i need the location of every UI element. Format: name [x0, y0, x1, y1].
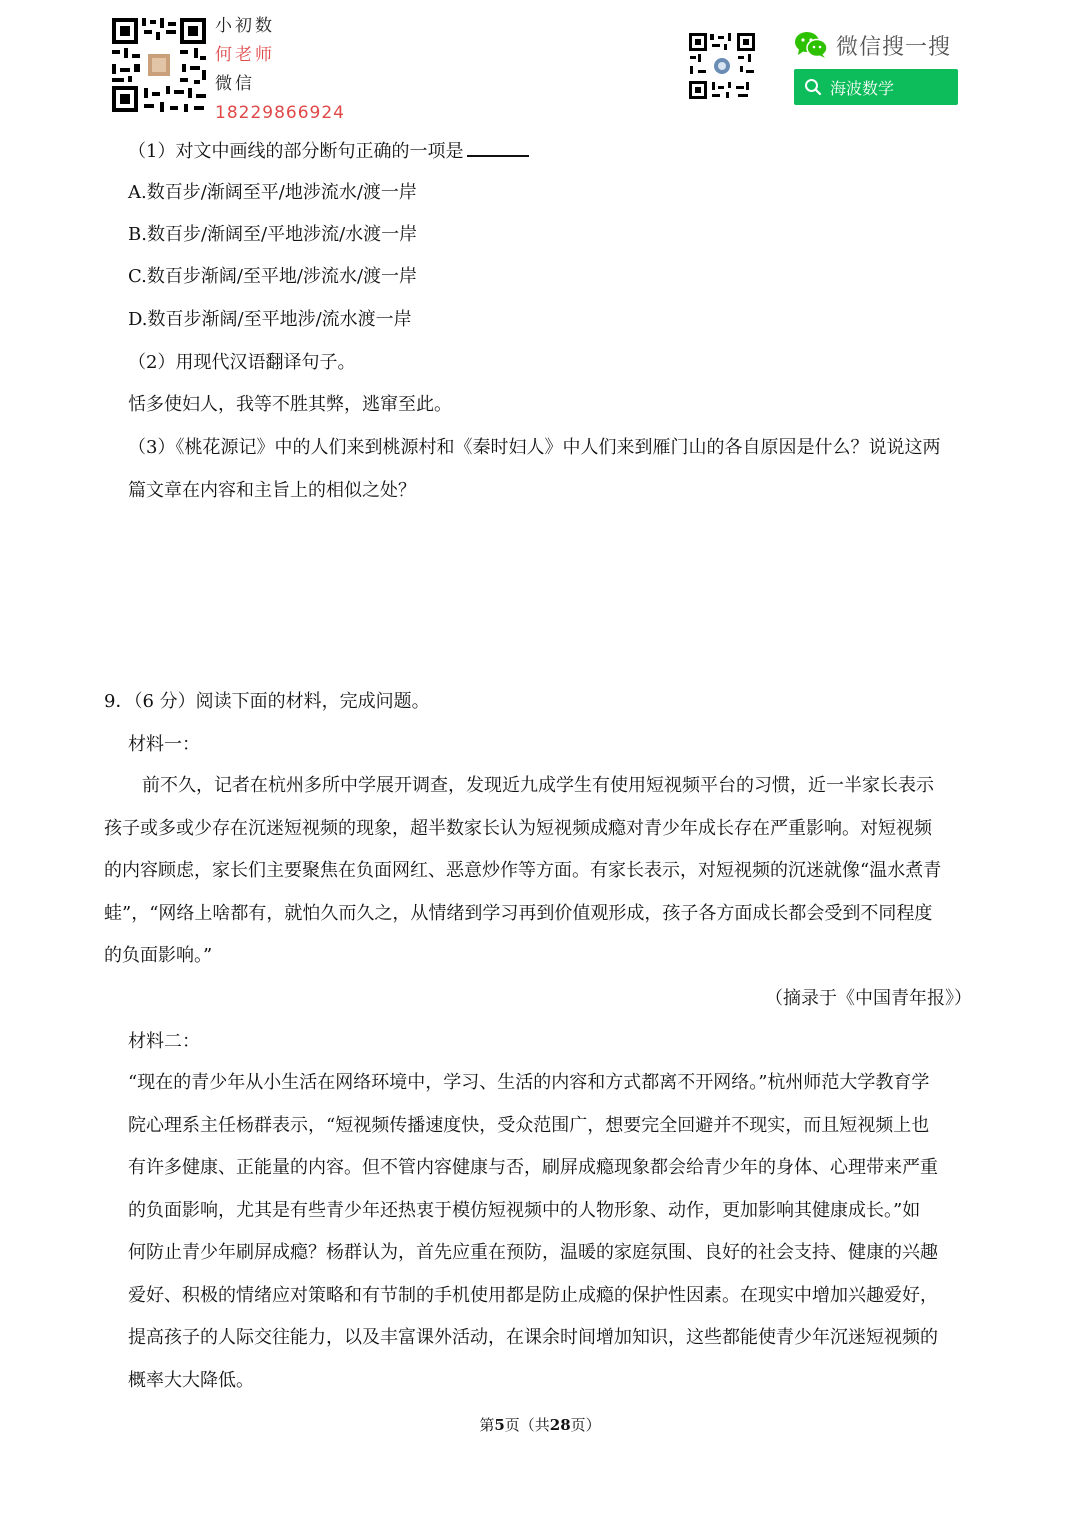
material-2-line: 院心理系主任杨群表示，“短视频传播速度快，受众范围广，想要完全回避并不现实，而且短视频上也 — [128, 1114, 930, 1136]
material-1-line: 的负面影响。” — [104, 945, 213, 966]
q9-heading: 9．（6 分）阅读下面的材料，完成问题。 — [104, 691, 430, 712]
q8-1-option-d: D.数百步渐阔/至平地涉/流水渡一岸 — [128, 309, 412, 330]
answer-blank — [467, 137, 529, 157]
material-1-line: 孩子或多或少存在沉迷短视频的现象，超半数家长认为短视频成瘾对青少年成长存在严重影响。对短视频 — [104, 817, 932, 839]
material-1-line: 的内容顾虑，家长们主要聚焦在负面网红、恶意炒作等方面。有家长表示，对短视频的沉迷就像“温水煮青 — [104, 860, 942, 881]
page-number: 5 — [494, 1416, 505, 1434]
wechat-search-button[interactable] — [794, 69, 958, 105]
material-2-line: 何防止青少年刷屏成瘾？杨群认为，首先应重在预防，温暖的家庭氛围、良好的社会支持、健康的兴趣 — [128, 1242, 938, 1263]
material-2-line: 的负面影响，尤其是有些青少年还热衷于模仿短视频中的人物形象、动作，更加影响其健康成长。”如 — [128, 1199, 921, 1221]
contact-line-3: 微信 — [215, 74, 255, 94]
q8-2-prompt: （2）用现代汉语翻译句子。 — [128, 352, 356, 373]
contact-info — [215, 12, 345, 128]
contact-line-2: 何老师 — [215, 45, 275, 65]
material-2-line: 概率大大降低。 — [128, 1369, 254, 1391]
material-1-label: 材料一： — [128, 734, 200, 755]
material-1-line: 前不久，记者在杭州多所中学展开调查，发现近九成学生有使用短视频平台的习惯，近一半家长表示 — [142, 775, 934, 796]
material-1-source: （摘录于《中国青年报》） — [765, 988, 972, 1009]
material-1-line: 蛙”，“网络上啥都有，就怕久而久之，从情绪到学习再到价值观形成，孩子各方面成长都会受到不同程度 — [104, 902, 933, 924]
material-2-line: 爱好、积极的情绪应对策略和有节制的手机使用都是防止成瘾的保护性因素。在现实中增加兴趣爱好， — [128, 1284, 938, 1306]
q8-2-sentence: 恬多使妇人，我等不胜其弊，逃窜至此。 — [128, 394, 452, 415]
q8-1-option-b: B.数百步/渐阔至/平地涉流/水渡一岸 — [128, 224, 418, 245]
material-1-text — [104, 765, 980, 978]
wechat-search-brand-text: 微信搜一搜 — [836, 34, 952, 60]
contact-line-1: 小初数 — [215, 16, 275, 36]
material-2-line: 提高孩子的人际交往能力，以及丰富课外活动，在课余时间增加知识，这些都能使青少年沉迷短视频的 — [128, 1327, 938, 1348]
page-total: 28 — [549, 1416, 571, 1434]
q8-1-option-c: C.数百步渐阔/至平地/涉流水/渡一岸 — [128, 266, 418, 287]
search-icon — [804, 78, 822, 96]
qr-code-icon — [688, 32, 756, 100]
q8-3-line-2: 篇文章在内容和主旨上的相似之处？ — [128, 480, 416, 501]
wechat-logo-icon — [794, 31, 828, 59]
q8-1-option-a: A.数百步/渐阔至平/地涉流水/渡一岸 — [128, 182, 417, 203]
qr-code-icon — [110, 16, 208, 114]
material-2-line: 有许多健康、正能量的内容。但不管内容健康与否，刷屏成瘾现象都会给青少年的身体、心理带来严重 — [128, 1157, 938, 1178]
material-2-line: “现在的青少年从小生活在网络环境中，学习、生活的内容和方式都离不开网络。”杭州师范大学教育学 — [128, 1072, 930, 1093]
q8-3-line-1: （3）《桃花源记》中的人们来到桃源村和《秦时妇人》中人们来到雁门山的各自原因是什么？说说这两 — [128, 437, 941, 458]
page-footer: 第5页（共28页） — [479, 1416, 601, 1434]
material-2-text — [128, 1062, 980, 1402]
wechat-search-button-label: 海波数学 — [830, 78, 895, 98]
q8-1-prompt: （1）对文中画线的部分断句正确的一项是 — [128, 137, 529, 165]
contact-phone: 18229866924 — [215, 103, 345, 123]
material-2-label: 材料二： — [128, 1031, 200, 1052]
wechat-search-brand — [794, 28, 964, 62]
